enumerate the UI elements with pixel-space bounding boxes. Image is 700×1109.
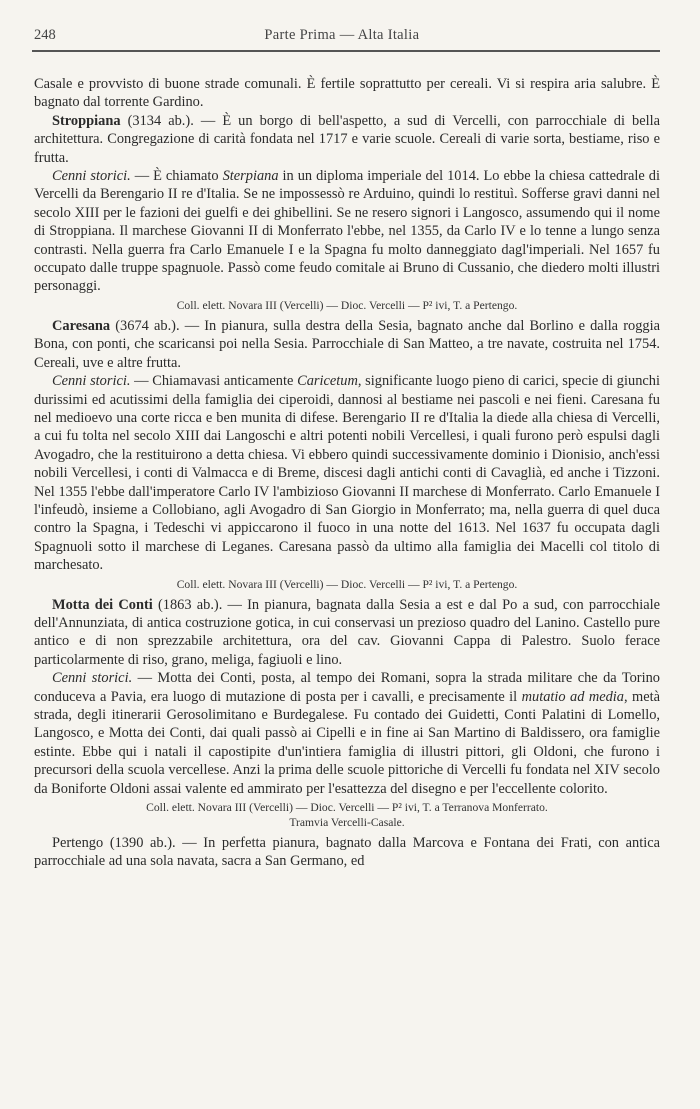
history-italic: Caricetum: [297, 373, 358, 390]
entry-population: (1390 ab.).: [109, 835, 176, 852]
running-title: Parte Prima — Alta Italia: [264, 27, 420, 43]
entry-name: Caresana: [52, 317, 111, 334]
entry-pertengo: [34, 834, 660, 871]
entry-description: — È un borgo di bell'aspetto, a sud di Vercelli, con parrocchiale di bella architettura. Congregazione di carità fondata nel 1717 e varie scuole. Cereali di varie sorta, bestiame, riso e frutta.: [34, 112, 660, 166]
intro-paragraph: Casale e provvisto di buone strade comunali. È fertile soprattutto per cereali. Vi si respira aria salubre. È bagnato dal torrente Gardino.: [34, 76, 660, 111]
entry-description: — In pianura, sulla destra della Sesia, bagnato anche dal Borlino e dalla roggia Bona, con ponti, che scaricansi poi nella Sesia. Parrocchiale di San Matteo, a tre navate, costruita nel 1754. Cereali, uve e altre frutta.: [34, 317, 660, 371]
history-text: , significante luogo pieno di carici, specie di giunchi durissimi ed acutissimi della famiglia dei ciperoidi, dannosi al bestiame nei pascoli e nei fieni. Caresana fu nel medioevo una corte ricca e ben munita di difese. Berengario II re d'Italia la diede alla chiesa di Vercelli, a cui fu tolta nel secolo XIII dai Langoschi e altri potenti nobili Vercellesi, i quali furono però espulsi dagli Avogadro, che la restituirono a detta chiesa. Vi ebbero quindi successivamente dominio i Dionisio, anch'essi nobili Vercellesi, i conti di Valmacca e di Breme, discesi dagli antichi conti di Cavaglià, ed anche i Tizzoni. Nel 1355 l'ebbe dall'imperatore Carlo IV l'ambizioso Giovanni II marchese di Monferrato. Carlo Emanuele I l'infeudò, insieme a Collobiano, agli Avogadro di San Giorgio in Monferrato; ma, nella guerra di quel duca contro la Spagna, i Tedeschi vi appiccarono il fuoco in una notte del 1613. Nel 1637 fu occupata dagli Spagnuoli sotto il marchese di Leganes. Caresana passò da ultimo alla famiglia dei Macelli col titolo di marchesato.: [34, 373, 660, 574]
entry-name: Stroppiana: [52, 112, 121, 129]
entry-meta-line: Coll. elett. Novara III (Vercelli) — Dioc. Vercelli — P² ivi, T. a Terranova Monferrato.: [146, 801, 548, 815]
history-text: — È chiamato: [130, 168, 223, 185]
history-caresana: [34, 372, 660, 574]
entry-caresana: [34, 317, 660, 372]
page-header: [34, 18, 660, 44]
history-label: Cenni storici.: [52, 670, 133, 687]
header-rule: [32, 50, 660, 52]
entry-name: Pertengo: [52, 835, 104, 852]
entry-description: — In perfetta pianura, bagnato dalla Marcova e Fontana dei Frati, con antica parrocchiale ad una sola navata, sacra a San Germano, ed: [34, 835, 660, 870]
history-text: , metà strada, degli itinerarii Gerosolimitano e Burdegalese. Fu contado dei Guidetti, Conti Palatini di Lomello, Langosco, e Motta dei Conti, dai quali passò ai Cipelli e in fine ai San Martino di Baldissero, ora famiglie estinte. Ebbe qui i natali il capostipite d'un'intiera famiglia di illustri pittori, gli Oldoni, che furono i precursori della scuola vercellese. Anzi la prima delle scuole pittoriche di Vercelli fu fondata nel XIV secolo da Boniforte Oldoni assai valente ed ammirato per l'esattezza del disegno e per l'eccellente colorito.: [34, 688, 661, 797]
history-motta-dei-conti: [34, 669, 660, 798]
entry-motta-dei-conti: [34, 596, 660, 670]
page-body: [34, 75, 660, 871]
history-label: Cenni storici.: [52, 373, 131, 390]
history-italic: Sterpiana: [222, 168, 279, 185]
history-label: Cenni storici.: [52, 168, 131, 185]
entry-population: (3674 ab.).: [115, 317, 180, 334]
entry-population: (1863 ab.).: [157, 596, 223, 613]
entry-meta: Coll. elett. Novara III (Vercelli) — Dioc. Vercelli — P² ivi, T. a Pertengo.: [176, 577, 518, 591]
entry-description: — In pianura, bagnata dalla Sesia a est e dal Po a sud, con parrocchiale dell'Annunziata, di antica costruzione gotica, in cui conservasi un prezioso quadro del Lanino. Castello pure antico e di non sprezzabile architettura, ora del cav. Giovanni Cappa di Palestro. Suolo ferace particolarmente di riso, grano, meliga, fagiuoli e lino.: [34, 596, 661, 668]
entry-meta: Coll. elett. Novara III (Vercelli) — Dioc. Vercelli — P² ivi, T. a Pertengo.: [176, 298, 518, 312]
history-italic: mutatio ad media: [521, 688, 625, 705]
entry-meta-tramway: Tramvia Vercelli-Casale.: [289, 816, 405, 830]
entry-stroppiana: [34, 112, 660, 167]
history-stroppiana: [34, 167, 660, 296]
history-text: — Chiamavasi anticamente: [130, 373, 298, 390]
history-text: — Motta dei Conti, posta, al tempo dei Romani, sopra la strada militare che da Torino conduceva a Pavia, era luogo di mutazione di posta per i cavalli, e precisamente il: [34, 670, 660, 705]
entry-name: Motta dei Conti: [52, 596, 153, 613]
entry-population: (3134 ab.).: [127, 112, 194, 129]
page-number: 248: [34, 27, 56, 43]
entry-meta: [34, 800, 660, 830]
history-text: in un diploma imperiale del 1014. Lo ebbe la chiesa cattedrale di Vercelli da Berengario II re d'Italia. Se ne impossessò re Arduino, quindi lo restituì. Sofferse gravi danni nel secolo XIII per le fazioni dei guelfi e dei ghibellini. Se ne resero signori i Langosco, assumendo qui il nome di Stroppiana. Il marchese Giovanni II di Monferrato l'ebbe, nel 1355, da Carlo IV e lo tenne a lungo senza contrasti. Nella guerra fra Carlo Emanuele I e la Spagna fu molto danneggiato dagl'imperiali. Nel 1657 fu occupato dalle truppe spagnuole. Passò come feudo comitale ai Bruno di Cussanio, che diedero molti illustri personaggi.: [34, 168, 660, 295]
